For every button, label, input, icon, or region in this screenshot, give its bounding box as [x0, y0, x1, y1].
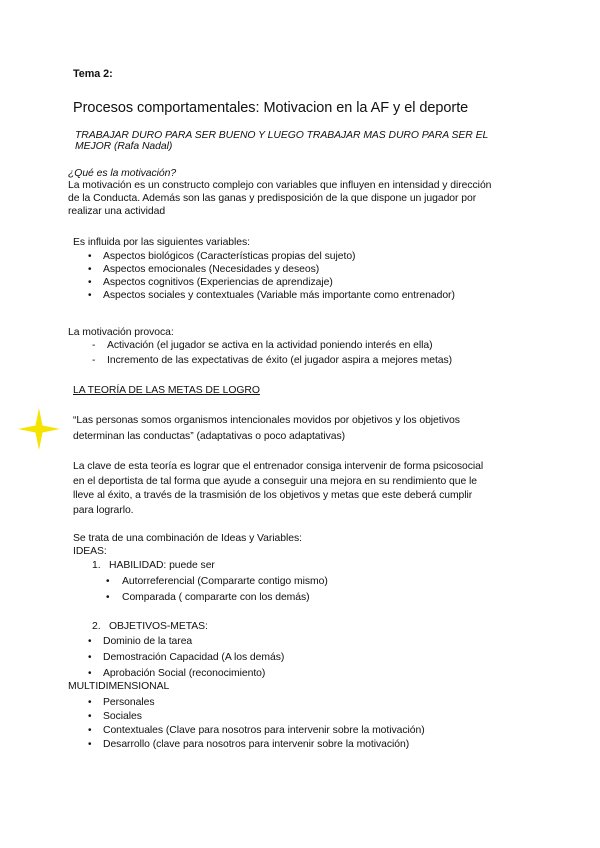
list-item: Autorreferencial (Compararte contigo mismo): [122, 576, 328, 587]
list-item: Desarrollo (clave para nosotros para intervenir sobre la motivación): [103, 739, 410, 750]
bullet-icon: •: [88, 264, 92, 275]
bullet-icon: •: [88, 636, 92, 647]
bullet-icon: •: [88, 697, 92, 708]
multi-label: MULTIDIMENSIONAL: [68, 681, 170, 692]
list-item: Sociales: [103, 711, 142, 722]
dash-marker: -: [92, 355, 96, 366]
bullet-icon: •: [88, 711, 92, 722]
list-number: 1.: [92, 560, 101, 571]
bullet-icon: •: [88, 739, 92, 750]
list-item: Aspectos sociales y contextuales (Variable más importante como entrenador): [103, 290, 455, 301]
list-item: Dominio de la tarea: [103, 636, 193, 647]
bullet-icon: •: [88, 251, 92, 262]
list-item: Aspectos cognitivos (Experiencias de aprendizaje): [103, 277, 333, 288]
theory-title: LA TEORÍA DE LAS METAS DE LOGRO: [73, 385, 260, 396]
quote-line-2: MEJOR (Rafa Nadal): [75, 141, 173, 152]
theory-quote-line-1: “Las personas somos organismos intencionales movidos por objetivos y los objetivos: [73, 415, 460, 426]
definition-line-1: La motivación es un constructo complejo con variables que influyen en intensidad y dirección: [68, 180, 492, 191]
bullet-icon: •: [88, 668, 92, 679]
definition-line-2: de la Conducta. Además son las ganas y predisposición de la que dispone un jugador por: [68, 193, 477, 204]
dash-marker: -: [92, 340, 96, 351]
star-icon: [18, 408, 60, 450]
list-item: Activación (el jugador se activa en la actividad poniendo interés en ella): [107, 340, 433, 351]
habilidad-label: HABILIDAD: puede ser: [109, 560, 215, 571]
list-item: Aprobación Social (reconocimiento): [103, 668, 266, 679]
quote-line-1: TRABAJAR DURO PARA SER BUENO Y LUEGO TRABAJAR MAS DURO PARA SER EL: [75, 130, 489, 141]
ideas-label: IDEAS:: [73, 546, 107, 557]
key-paragraph-line-2: en el deportista de tal forma que ayude a conseguir una mejora en su rendimiento que le: [73, 476, 478, 487]
bullet-icon: •: [88, 290, 92, 301]
question: ¿Qué es la motivación?: [68, 168, 177, 179]
key-paragraph-line-4: para lograrlo.: [73, 505, 134, 516]
section-heading: Tema 2:: [73, 68, 113, 80]
page-title: Procesos comportamentales: Motivacion en la AF y el deporte: [73, 100, 469, 116]
bullet-icon: •: [88, 725, 92, 736]
list-item: Contextuales (Clave para nosotros para intervenir sobre la motivación): [103, 725, 425, 736]
list-number: 2.: [92, 621, 101, 632]
influenced-intro: Es influida por las siguientes variables:: [73, 237, 250, 248]
list-item: Aspectos emocionales (Necesidades y deseos): [103, 264, 320, 275]
key-paragraph-line-1: La clave de esta teoría es lograr que el entrenador consiga intervenir de forma psicosocial: [73, 461, 484, 472]
bullet-icon: •: [106, 576, 110, 587]
list-item: Demostración Capacidad (A los demás): [103, 652, 285, 663]
list-item: Comparada ( compararte con los demás): [122, 592, 310, 603]
list-item: Incremento de las expectativas de éxito (el jugador aspira a mejores metas): [107, 355, 453, 366]
theory-quote-line-2: determinan las conductas” (adaptativas o poco adaptativas): [73, 431, 346, 442]
bullet-icon: •: [88, 277, 92, 288]
bullet-icon: •: [88, 652, 92, 663]
list-item: Aspectos biológicos (Características propias del sujeto): [103, 251, 356, 262]
key-paragraph-line-3: lleve al éxito, a través de la trasmisión de los objetivos y metas que este deberá cumplir: [73, 490, 473, 501]
list-item: Personales: [103, 697, 155, 708]
bullet-icon: •: [106, 592, 110, 603]
objetivos-label: OBJETIVOS-METAS:: [109, 621, 208, 632]
definition-line-3: realizar una actividad: [68, 206, 166, 217]
combination-intro: Se trata de una combinación de Ideas y Variables:: [73, 533, 302, 544]
provokes-intro: La motivación provoca:: [68, 327, 174, 338]
